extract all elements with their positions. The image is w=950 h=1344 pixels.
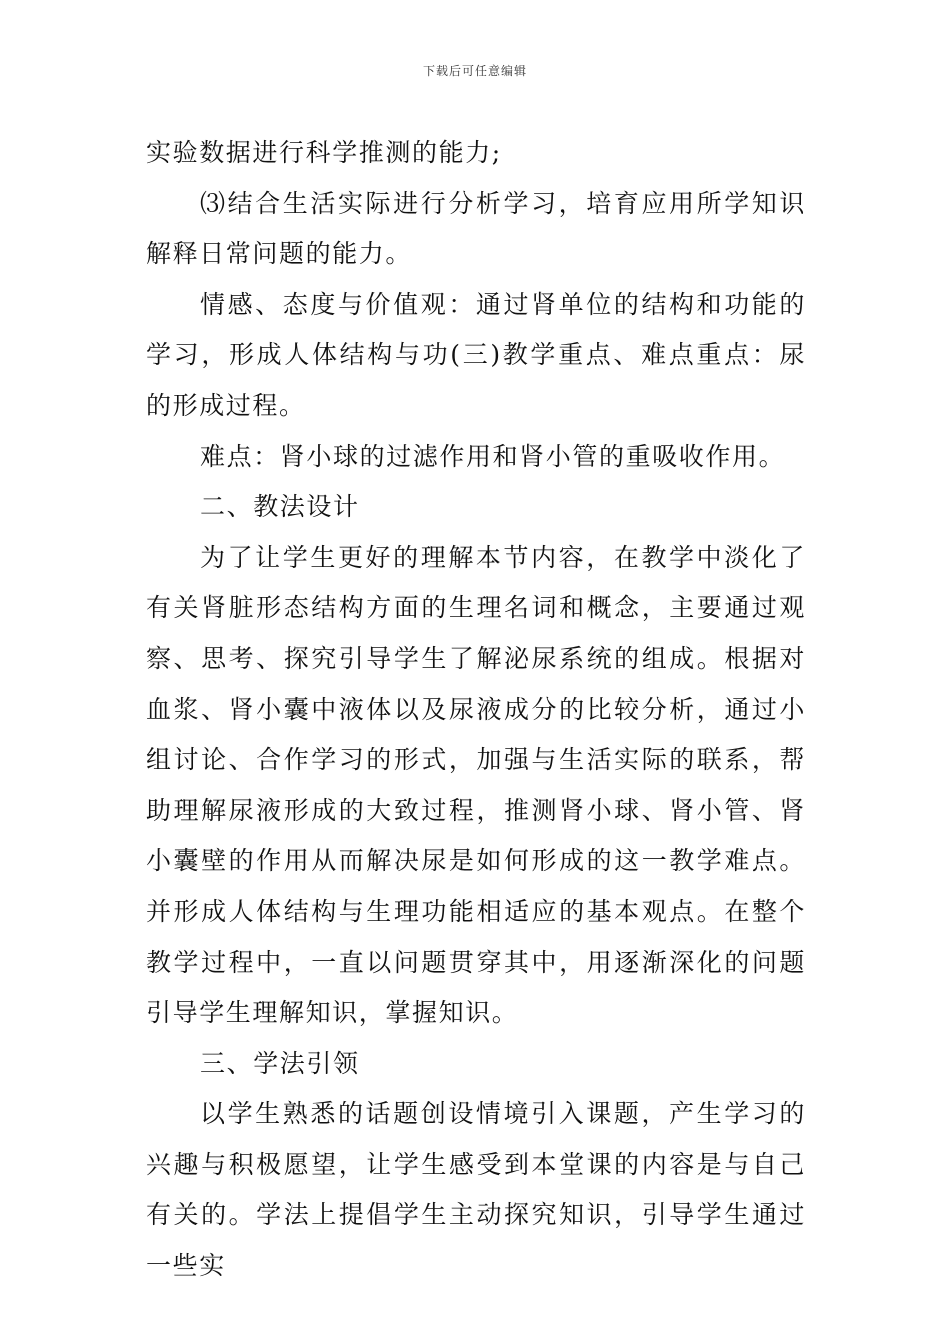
page-header: 下载后可任意编辑 <box>422 64 527 78</box>
paragraph-4: 难点：肾小球的过滤作用和肾小管的重吸收作用。 <box>200 441 786 471</box>
section-heading-teaching-method: 二、教法设计 <box>200 492 360 522</box>
paragraph-3: 情感、态度与价值观：通过肾单位的结构和功能的学习，形成人体结构与功(三)教学重点、难点重点：尿的形成过程。 <box>146 289 806 420</box>
paragraph-1: 实验数据进行科学推测的能力; <box>146 138 502 167</box>
document-body <box>146 128 806 1292</box>
paragraph-6: 以学生熟悉的话题创设情境引入课题，产生学习的兴趣与积极愿望，让学生感受到本堂课的内容是与自己有关的。学法上提倡学生主动探究知识，引导学生通过一些实 <box>146 1099 806 1281</box>
paragraph-2: ⑶结合生活实际进行分析学习，培育应用所学知识解释日常问题的能力。 <box>146 188 806 269</box>
paragraph-5: 为了让学生更好的理解本节内容，在教学中淡化了有关肾脏形态结构方面的生理名词和概念，主要通过观察、思考、探究引导学生了解泌尿系统的组成。根据对血浆、肾小囊中液体以及尿液成分的比较分析，通过小组讨论、合作学习的形式，加强与生活实际的联系，帮助理解尿液形成的大致过程，推测肾小球、肾小管、肾小囊壁的作用从而解决尿是如何形成的这一教学难点。并形成人体结构与生理功能相适应的基本观点。在整个教学过程中，一直以问题贯穿其中，用逐渐深化的问题引导学生理解知识，掌握知识。 <box>146 542 806 1028</box>
section-heading-learning-method: 三、学法引领 <box>200 1048 360 1078</box>
